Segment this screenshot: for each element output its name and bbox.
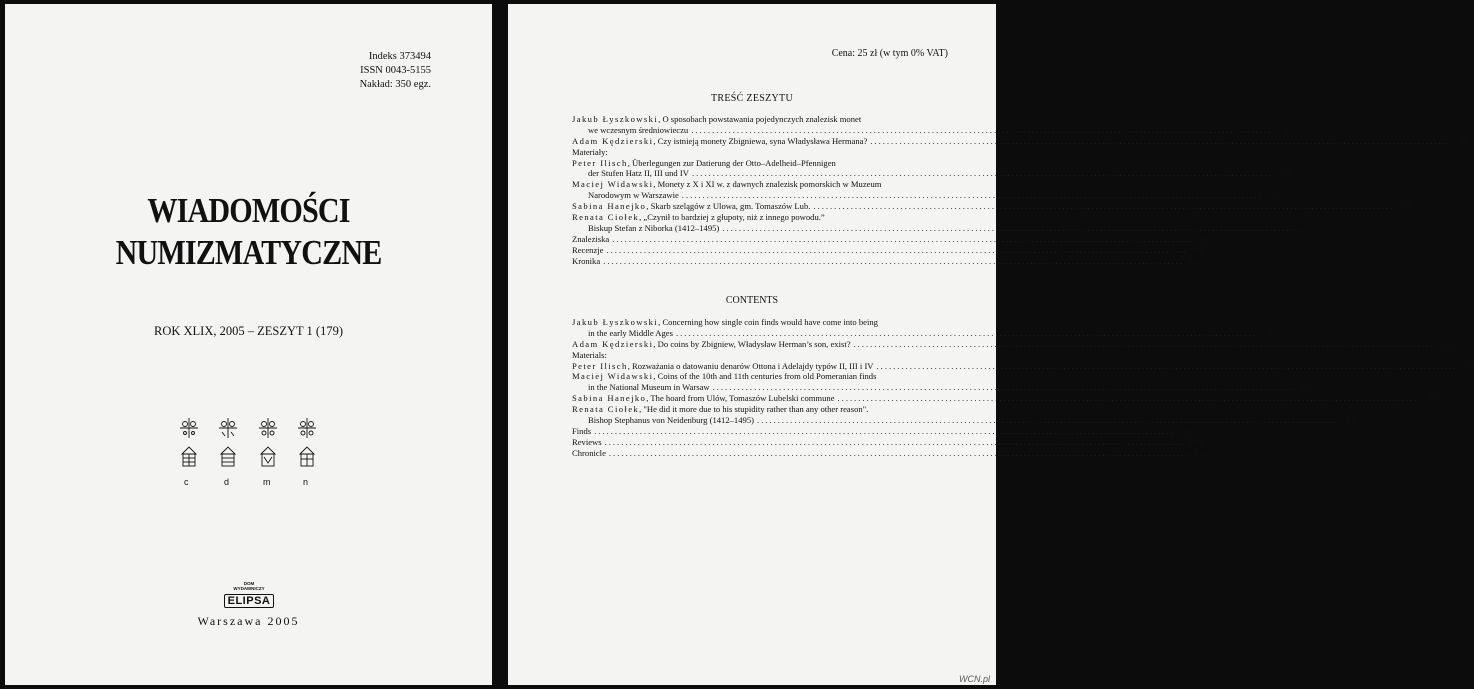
coin-label-m: m — [263, 477, 271, 487]
toc-entry-author: Adam Kędzierski — [572, 135, 654, 146]
publisher-logo-top-2: WYDAWNICZY — [233, 586, 265, 591]
toc-entry-text: Materiały: — [572, 146, 608, 157]
toc-entry-author: Sabina Hanejko — [572, 201, 647, 212]
toc-entry-page: 23 — [1442, 338, 1452, 349]
toc-entry — [572, 338, 1452, 350]
toc-entry-page: 91 — [1346, 415, 1355, 426]
toc-entry-author: Jakub Łyszkowski — [572, 317, 659, 327]
contents-heading-polish: TREŚĆ ZESZYTU — [711, 93, 793, 104]
toc-entry-title — [572, 448, 606, 459]
toc-entry — [572, 190, 1280, 201]
journal-title-line-2: NUMIZMATYCZNE — [115, 233, 382, 272]
publication-metadata — [360, 50, 431, 92]
toc-entry-text: Znaleziska — [572, 233, 610, 244]
toc-entry-page: 79 — [1426, 393, 1436, 404]
toc-entry-title — [572, 201, 810, 212]
toc-dot-leader: ............................................................................................................................................ — [675, 327, 1257, 338]
toc-entry-title — [572, 114, 861, 125]
toc-entry-text: , Concerning how single coin finds would have come into being — [658, 317, 878, 327]
toc-entry-author: Sabina Hanejko — [572, 393, 647, 404]
toc-entry-page: 79 — [1402, 201, 1412, 212]
coin-label-n: n — [303, 477, 309, 487]
toc-entry — [572, 222, 1321, 234]
toc-entry-text: Recenzje — [572, 244, 604, 255]
toc-entry-author: Renata Ciołek — [572, 212, 640, 223]
toc-entry-text: , O sposobach powstawania pojedynczych znalezisk monet — [658, 114, 862, 124]
toc-dot-leader: ............................................................................................................................................ — [612, 233, 1194, 244]
toc-entry-title — [588, 382, 710, 393]
toc-entry-page: 63 — [1270, 190, 1280, 201]
contents-list-english — [572, 317, 1474, 459]
issue-number: ROK XLIX, 2005 – ZESZYT 1 (179) — [154, 324, 343, 338]
toc-entry-author: Peter Ilisch — [572, 157, 628, 168]
toc-entry-title — [572, 361, 874, 372]
toc-dot-leader: ............................................................................................................................................ — [853, 338, 1435, 349]
toc-entry-title — [572, 256, 600, 267]
coin-label-c: c — [184, 477, 189, 487]
toc-entry — [572, 360, 1474, 372]
toc-entry-text: , "He did it more due to his stupidity rather than any other reason". — [639, 404, 869, 415]
toc-entry — [572, 382, 1311, 393]
toc-entry — [572, 371, 962, 382]
toc-entry-text: Biskup Stefan z Niborka (1412–1495) — [588, 222, 720, 233]
issn-number: ISSN 0043-5155 — [360, 65, 431, 76]
toc-entry-page: 97 — [1201, 233, 1211, 244]
toc-dot-leader: ............................................................................................................................................ — [876, 360, 1458, 371]
toc-entry — [572, 327, 1274, 339]
toc-entry — [572, 179, 962, 190]
toc-dot-leader: ............................................................................................................................................ — [813, 201, 1395, 212]
toc-dot-leader: ............................................................................................................................................ — [722, 222, 1304, 233]
toc-entry — [572, 404, 962, 415]
toc-entry — [572, 317, 962, 328]
toc-entry-text: , Do coins by Zbigniew, Władysław Herman’s son, exist? — [653, 338, 851, 349]
toc-entry-author: Peter Ilisch — [572, 360, 628, 371]
toc-entry-text: , Skarb szelągów z Ulowa, gm. Tomaszów Lub. — [646, 201, 811, 212]
toc-dot-leader: ............................................................................................................................................ — [606, 244, 1188, 255]
toc-entry-title — [572, 437, 602, 448]
toc-entry-text: Bishop Stephanus von Neidenburg (1412–1495) — [588, 415, 754, 426]
toc-entry-page: 39 — [1281, 168, 1290, 179]
toc-entry-title — [572, 158, 836, 169]
toc-entry-title — [572, 317, 878, 328]
toc-entry — [572, 124, 1290, 136]
coin-label-d: d — [224, 477, 230, 487]
publisher-logo-name: ELIPSA — [224, 594, 275, 608]
toc-entry-author: Maciej Widawski — [572, 371, 654, 382]
toc-entry-text: Finds — [572, 425, 592, 436]
publisher-logo-top-1: DOM — [243, 581, 255, 586]
toc-entry — [572, 436, 1203, 448]
toc-entry-title — [572, 426, 591, 437]
toc-dot-leader: ............................................................................................................................................ — [756, 415, 1338, 426]
toc-entry-page: 1 — [1269, 327, 1274, 338]
toc-entry-text: , „Czynił to bardziej z głupoty, niż z innego powodu.” — [639, 212, 825, 223]
price-label: Cena: 25 zł (w tym 0% VAT) — [831, 48, 948, 59]
toc-dot-leader: ............................................................................................................................................ — [691, 124, 1273, 135]
toc-entry-text: der Stufen Hatz II, III und IV — [588, 168, 689, 179]
toc-entry — [572, 147, 962, 158]
toc-entry — [572, 135, 1469, 147]
toc-entry — [572, 168, 1290, 179]
toc-entry-page: 116 — [1194, 447, 1207, 458]
toc-dot-leader: ............................................................................................................................................ — [681, 190, 1263, 201]
toc-entry — [572, 415, 1355, 426]
toc-entry — [572, 233, 1211, 245]
toc-entry-title — [572, 234, 609, 245]
toc-entry-title — [572, 212, 825, 223]
toc-entry-title — [572, 350, 607, 361]
toc-entry-page: 109 — [1191, 244, 1205, 255]
toc-entry-text: Kronika — [572, 255, 601, 266]
toc-entry-text: , The hoard from Ulów, Tomaszów Lubelski commune — [646, 393, 835, 404]
place-and-year: Warszawa 2005 — [197, 614, 300, 628]
toc-entry-text: Reviews — [572, 436, 602, 447]
toc-entry-title — [588, 190, 679, 201]
toc-entry-page: 63 — [1301, 382, 1311, 393]
toc-dot-leader: ............................................................................................................................................ — [608, 447, 1190, 458]
toc-entry-text: in the National Museum in Warsaw — [588, 382, 710, 393]
toc-entry-text: , Coins of the 10th and 11th centuries from old Pomeranian finds — [653, 371, 877, 382]
toc-entry-text: Chronicle — [572, 447, 606, 458]
toc-entry-title — [572, 393, 835, 404]
toc-entry — [572, 244, 1205, 256]
toc-entry-text: , Czy istnieją monety Zbigniewa, syna Władysława Hermana? — [653, 135, 868, 146]
toc-entry — [572, 447, 1207, 459]
toc-dot-leader: ............................................................................................................................................ — [604, 436, 1186, 447]
contents-heading-english: CONTENTS — [725, 295, 779, 306]
coin-n-icon — [298, 418, 316, 466]
toc-entry — [572, 425, 1192, 437]
contents-page — [508, 4, 1474, 685]
toc-entry-author: Adam Kędzierski — [572, 338, 654, 349]
toc-entry-title — [572, 136, 867, 147]
publisher-logo — [209, 581, 289, 609]
toc-entry-text: , Rozważania o datowaniu denarów Ottona i Adelajdy typów II, III i IV — [627, 360, 874, 371]
coin-m-icon — [259, 418, 277, 466]
toc-entry-text: we wczesnym średniowieczu — [588, 124, 689, 135]
toc-entry-text: , Monety z X i XI w. z dawnych znalezisk pomorskich w Muzeum — [653, 179, 882, 190]
toc-entry-page: 91 — [1311, 222, 1321, 233]
toc-entry-title — [572, 339, 851, 350]
toc-entry — [572, 255, 1201, 267]
toc-entry-page: 1 — [1284, 124, 1290, 135]
toc-entry-text: Materials: — [572, 349, 607, 360]
toc-entry-title — [572, 179, 881, 190]
toc-entry-text: Narodowym w Warszawie — [588, 190, 679, 201]
toc-entry-text: , Überlegungen zur Datierung der Otto–Adelheid–Pfennigen — [627, 157, 836, 168]
toc-entry — [572, 393, 1436, 404]
toc-entry-title — [572, 404, 868, 415]
toc-entry-author: Jakub Łyszkowski — [572, 114, 659, 124]
journal-title-line-1: WIADOMOŚCI — [147, 191, 350, 230]
coin-d-icon — [219, 418, 237, 466]
toc-entry-author: Maciej Widawski — [572, 179, 654, 190]
toc-entry-page: 39 — [1465, 360, 1474, 371]
toc-entry-title — [588, 328, 673, 339]
toc-entry — [572, 158, 962, 169]
toc-entry-title — [588, 125, 688, 136]
toc-dot-leader: ............................................................................................................................................ — [603, 255, 1184, 266]
toc-dot-leader: ............................................................................................................................................ — [870, 135, 1452, 146]
watermark: WCN.pl — [959, 674, 990, 684]
toc-entry-page: 23 — [1459, 135, 1469, 146]
toc-entry-title — [572, 245, 604, 256]
toc-entry-title — [588, 415, 754, 426]
toc-entry-title — [588, 223, 719, 234]
toc-entry-text: in the early Middle Ages — [588, 327, 673, 338]
print-run: Nakład: 350 egz. — [359, 79, 431, 90]
toc-entry — [572, 201, 1412, 212]
toc-entry-title — [572, 371, 876, 382]
toc-entry-page: 116 — [1188, 255, 1201, 266]
toc-entry-title — [588, 168, 689, 179]
toc-entry-title — [572, 147, 608, 158]
toc-entry-page: 97 — [1183, 425, 1192, 436]
toc-entry-page: 109 — [1189, 436, 1203, 447]
contents-list-polish — [572, 114, 1469, 266]
toc-entry — [572, 350, 962, 361]
index-number: Indeks 373494 — [368, 51, 431, 62]
toc-entry — [572, 114, 962, 125]
toc-entry-author: Renata Ciołek — [572, 404, 640, 415]
coin-c-icon — [180, 418, 198, 466]
toc-dot-leader: ............................................................................................................................................ — [691, 168, 1273, 179]
toc-entry — [572, 212, 962, 223]
toc-dot-leader: ............................................................................................................................................ — [837, 393, 1419, 404]
toc-dot-leader: ............................................................................................................................................ — [712, 382, 1294, 393]
toc-dot-leader: ............................................................................................................................................ — [594, 425, 1175, 436]
cover-page — [5, 4, 492, 685]
